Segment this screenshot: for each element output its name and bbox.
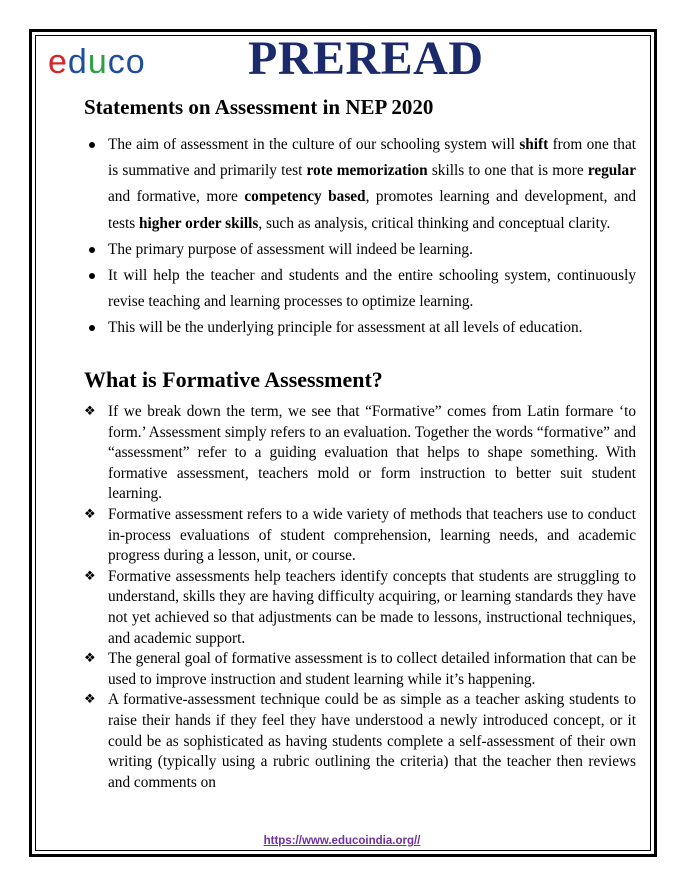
formative-point-item <box>84 690 636 793</box>
formative-point-item <box>84 649 636 690</box>
logo-letter: o <box>125 43 146 81</box>
emphasis-text: competency based <box>244 188 366 206</box>
emphasis-text: shift <box>519 136 549 153</box>
footer-website-link[interactable]: https://www.educoindia.org// <box>263 835 421 847</box>
logo-letter: e <box>48 43 68 81</box>
diamond-bullet-icon: ❖ <box>84 568 96 584</box>
formative-point-text: If we break down the term, we see that “Formative” comes from Latin formare ‘to form.’ Assessment simply refers to an evaluation. Together the words “formative” and “assessment” refer to a guiding evaluation that helps to shape something. With formative assessment, teachers mold or form instruction to better suit student learning. <box>108 403 636 503</box>
statement-text: The primary purpose of assessment will indeed be learning. <box>108 240 473 258</box>
bullet-dot-icon <box>89 325 95 331</box>
nep-statement-item <box>84 132 636 237</box>
logo-letter: u <box>87 43 108 81</box>
statement-text: and formative, more <box>108 188 245 206</box>
formative-point-item <box>84 567 636 649</box>
emphasis-text: rote memorization <box>306 162 428 180</box>
emphasis-text: regular <box>587 162 636 180</box>
nep-statement-item <box>84 237 636 263</box>
diamond-bullet-icon: ❖ <box>84 404 96 419</box>
emphasis-text: higher order skills <box>139 214 259 232</box>
bullet-dot-icon <box>89 142 95 148</box>
formative-point-text: Formative assessment refers to a wide variety of methods that teachers use to conduct in-process evaluations of student comprehension, learning needs, and academic progress during a lesson, unit, or course. <box>108 505 636 565</box>
logo-letter: c <box>107 43 126 81</box>
nep-statements-list <box>84 132 636 342</box>
nep-section-heading: Statements on Assessment in NEP 2020 <box>84 95 434 119</box>
bullet-dot-icon <box>89 247 95 253</box>
diamond-bullet-icon: ❖ <box>84 651 96 667</box>
logo-letter: d <box>67 43 88 81</box>
statement-text: skills to one that is more <box>427 162 588 180</box>
formative-point-item <box>84 505 636 567</box>
statement-text: , promotes learning and development, and tests <box>108 188 637 232</box>
statement-text: The aim of assessment in the culture of our schooling system will <box>108 136 520 153</box>
formative-point-text: A formative-assessment technique could be as simple as a teacher asking students to raise their hands if they feel they have understood a newly introduced concept, or it could be as sophisticated as having students complete a self-assessment of their own writing (typically using a rubric outlining the criteria) that the teacher then reviews and comments on <box>108 691 636 791</box>
formative-point-text: Formative assessments help teachers identify concepts that students are struggling to understand, skills they are having difficulty acquiring, or learning standards they have not yet achieved so that adjustments can be made to lessons, instructional techniques, and academic support. <box>108 567 636 647</box>
diamond-bullet-icon: ❖ <box>84 692 96 708</box>
formative-points-list <box>84 402 636 793</box>
statement-text: , such as analysis, critical thinking and conceptual clarity. <box>258 214 611 232</box>
formative-point-item <box>84 402 636 505</box>
nep-statement-item <box>84 263 636 315</box>
formative-section-heading: What is Formative Assessment? <box>84 367 383 392</box>
educo-logo <box>48 42 146 82</box>
diamond-bullet-icon: ❖ <box>84 506 96 522</box>
statement-text: It will help the teacher and students and the entire schooling system, continuously revise teaching and learning processes to optimize learning. <box>108 267 636 311</box>
bullet-dot-icon <box>89 273 95 279</box>
nep-statement-item <box>84 315 636 341</box>
statement-text: from one that is summative and primarily test <box>108 136 636 180</box>
formative-point-text: The general goal of formative assessment is to collect detailed information that can be used to improve instruction and student learning while it’s happening. <box>108 650 636 688</box>
statement-text: This will be the underlying principle for assessment at all levels of education. <box>108 319 583 337</box>
page-title: PREREAD <box>248 32 484 85</box>
